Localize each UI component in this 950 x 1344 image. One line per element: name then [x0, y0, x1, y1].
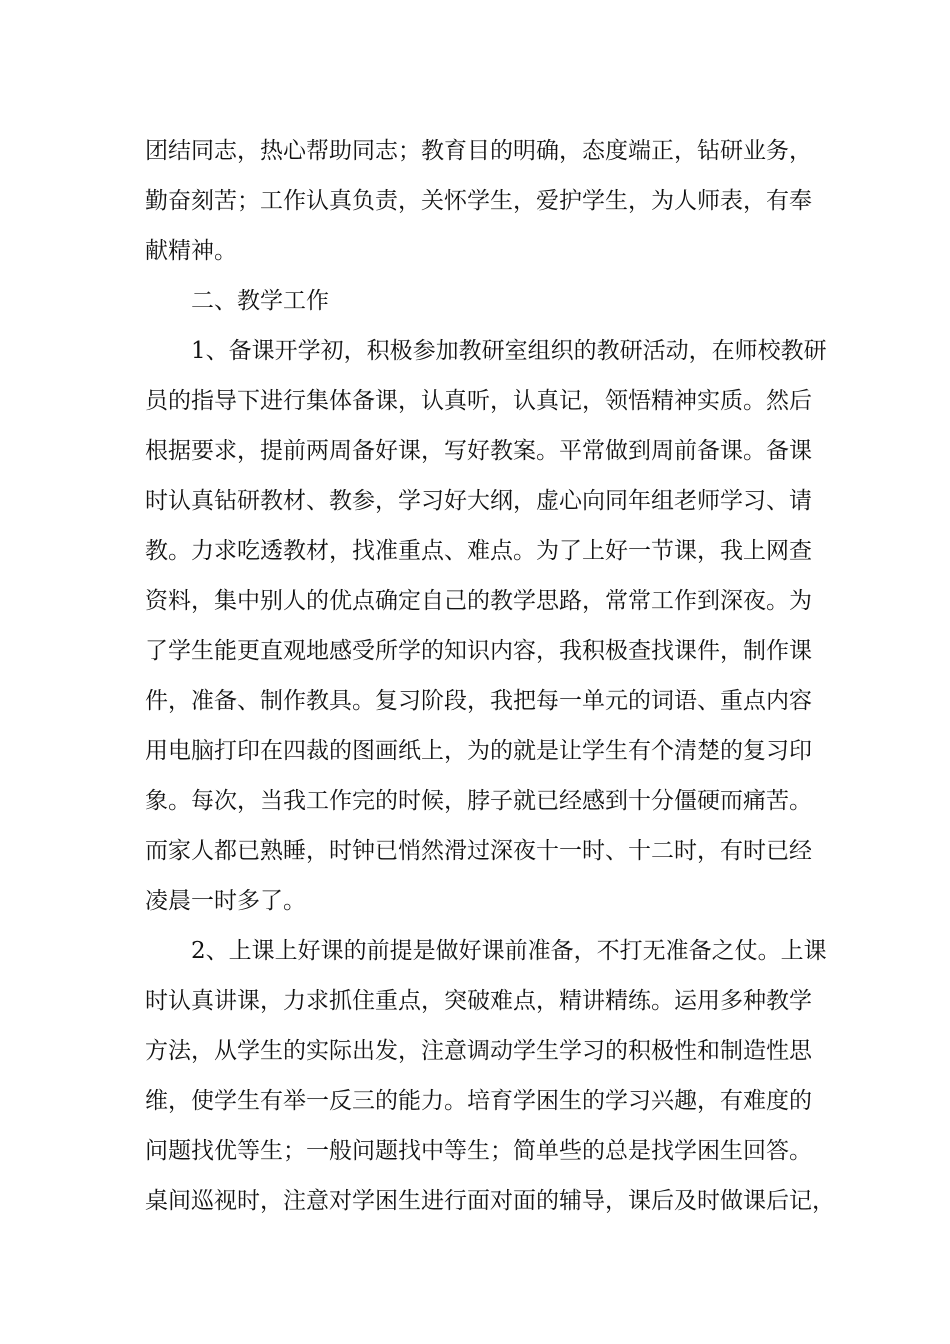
text-line: 资料，集中别人的优点确定自己的教学思路，常常工作到深夜。为: [145, 588, 812, 614]
paragraph-first-line: 2、上课上好课的前提是做好课前准备，不打无准备之仗。上课: [191, 938, 827, 964]
text-line: 勤奋刻苦；工作认真负责，关怀学生，爱护学生，为人师表，有奉: [145, 188, 812, 214]
text-line: 时认真钻研教材、教参，学习好大纲，虚心向同年组老师学习、请: [145, 488, 812, 514]
paragraph-first-line: 1、备课开学初，积极参加教研室组织的教研活动，在师校教研: [191, 338, 827, 364]
text-line: 件，准备、制作教具。复习阶段，我把每一单元的词语、重点内容: [145, 688, 812, 714]
text-line: 象。每次，当我工作完的时候，脖子就已经感到十分僵硬而痛苦。: [145, 788, 812, 814]
text-line: 了学生能更直观地感受所学的知识内容，我积极查找课件，制作课: [145, 638, 812, 664]
text-line: 员的指导下进行集体备课，认真听，认真记，领悟精神实质。然后: [145, 388, 812, 414]
text-line: 维，使学生有举一反三的能力。培育学困生的学习兴趣，有难度的: [145, 1088, 812, 1114]
text-line: 用电脑打印在四裁的图画纸上，为的就是让学生有个清楚的复习印: [145, 738, 812, 764]
text-line: 而家人都已熟睡，时钟已悄然滑过深夜十一时、十二时，有时已经: [145, 838, 812, 864]
text-line: 献精神。: [145, 238, 237, 264]
text-line: 桌间巡视时，注意对学困生进行面对面的辅导，课后及时做课后记，: [145, 1188, 835, 1214]
text-line: 教。力求吃透教材，找准重点、难点。为了上好一节课，我上网查: [145, 538, 812, 564]
paragraph-first-line: 二、教学工作: [191, 288, 329, 314]
text-line: 时认真讲课，力求抓住重点，突破难点，精讲精练。运用多种教学: [145, 988, 812, 1014]
text-line: 问题找优等生；一般问题找中等生；简单些的总是找学困生回答。: [145, 1138, 812, 1164]
text-line: 凌晨一时多了。: [145, 888, 306, 914]
text-line: 团结同志，热心帮助同志；教育目的明确，态度端正，钻研业务，: [145, 138, 812, 164]
text-line: 根据要求，提前两周备好课，写好教案。平常做到周前备课。备课: [145, 438, 812, 464]
text-line: 方法，从学生的实际出发，注意调动学生学习的积极性和制造性思: [145, 1038, 812, 1064]
document-body: [145, 126, 835, 1226]
